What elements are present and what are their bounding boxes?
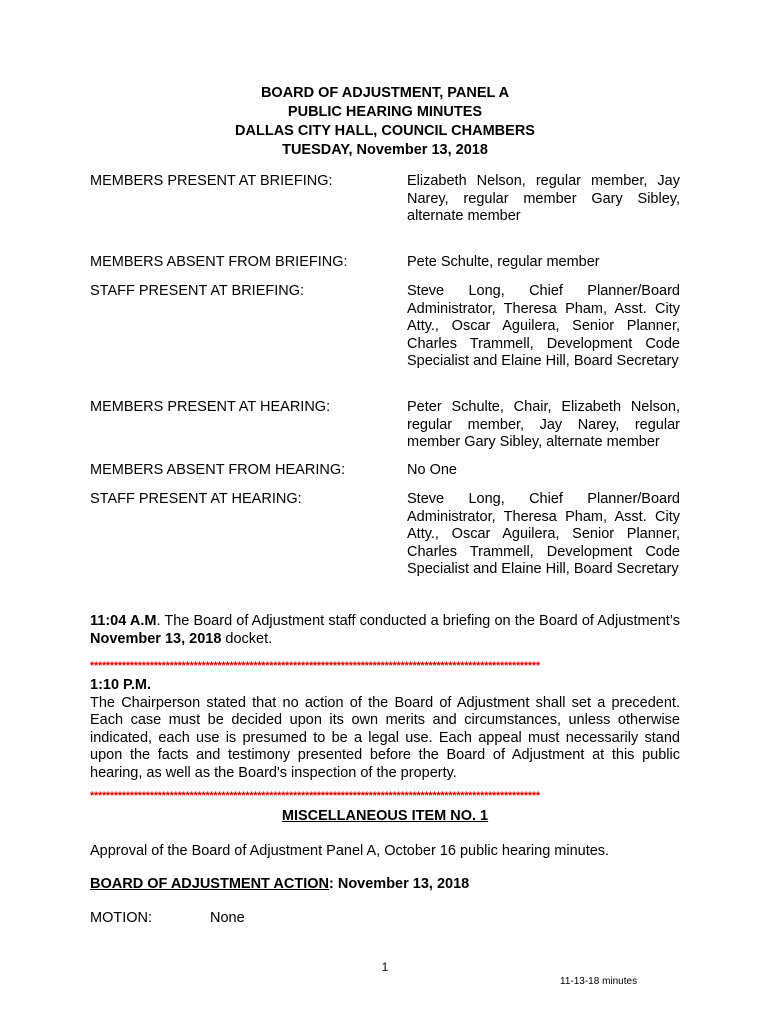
attendance-label: STAFF PRESENT AT HEARING: — [90, 491, 302, 507]
separator-line: ***************************************************************************************************************** — [90, 661, 540, 671]
attendance-value: Pete Schulte, regular member — [407, 254, 600, 270]
hearing-section — [90, 677, 680, 783]
attendance-label: MEMBERS PRESENT AT BRIEFING: — [90, 173, 333, 189]
header-date: TUESDAY, November 13, 2018 — [282, 142, 488, 158]
briefing-time: 11:04 A.M — [90, 613, 157, 629]
briefing-text-end: docket. — [221, 630, 273, 647]
misc-item-title: MISCELLANEOUS ITEM NO. 1 — [281, 808, 489, 824]
briefing-paragraph — [90, 613, 680, 648]
attendance-value: No One — [407, 462, 457, 478]
board-action-label: BOARD OF ADJUSTMENT ACTION — [90, 876, 329, 892]
briefing-text: . The Board of Adjustment staff conducted a briefing on the Board of Adjustment’s — [156, 613, 680, 629]
attendance-value: Steve Long, Chief Planner/Board Administrator, Theresa Pham, Asst. City Atty., Oscar Aguilera, Senior Planner, Charles Trammell, Development Code Specialist and Elaine Hill, Board Secretary — [407, 491, 680, 578]
footer-document-id: 11-13-18 minutes — [560, 976, 638, 987]
misc-item-description: Approval of the Board of Adjustment Panel A, October 16 public hearing minutes. — [90, 843, 610, 859]
attendance-label: MEMBERS PRESENT AT HEARING: — [90, 399, 331, 415]
attendance-value: Steve Long, Chief Planner/Board Administrator, Theresa Pham, Asst. City Atty., Oscar Aguilera, Senior Planner, Charles Trammell, Development Code Specialist and Elaine Hill, Board Secretary — [407, 283, 680, 370]
header-board-title: BOARD OF ADJUSTMENT, PANEL A — [260, 85, 510, 101]
separator-line: ***************************************************************************************************************** — [90, 791, 540, 801]
attendance-value: Elizabeth Nelson, regular member, Jay Narey, regular member Gary Sibley, alternate member — [407, 173, 680, 225]
header-location: DALLAS CITY HALL, COUNCIL CHAMBERS — [235, 123, 535, 139]
page-number: 1 — [381, 960, 389, 974]
attendance-label: MEMBERS ABSENT FROM HEARING: — [90, 462, 346, 478]
briefing-date: November 13, 2018 — [90, 630, 222, 647]
attendance-label: MEMBERS ABSENT FROM BRIEFING: — [90, 254, 348, 270]
attendance-value: Peter Schulte, Chair, Elizabeth Nelson, regular member, Jay Narey, regular member Gary Sibley, alternate member — [407, 399, 680, 451]
document-header — [90, 84, 680, 160]
attendance-label: STAFF PRESENT AT BRIEFING: — [90, 283, 305, 299]
header-minutes-title: PUBLIC HEARING MINUTES — [287, 104, 483, 120]
motion-value: None — [210, 910, 245, 926]
board-action-date: : November 13, 2018 — [328, 876, 470, 892]
board-action-heading — [90, 876, 680, 894]
motion-label: MOTION: — [90, 910, 153, 926]
hearing-time: 1:10 P.M. — [90, 677, 151, 693]
hearing-statement: The Chairperson stated that no action of the Board of Adjustment shall set a precedent. Each case must be decided upon its own merits and circumstances, unless otherwise indicated, each use is presumed to be a legal use. Each appeal must necessarily stand upon the facts and testimony presented before the Board of Adjustment at this public hearing, as well as the Board's inspection of the property. — [90, 694, 680, 781]
